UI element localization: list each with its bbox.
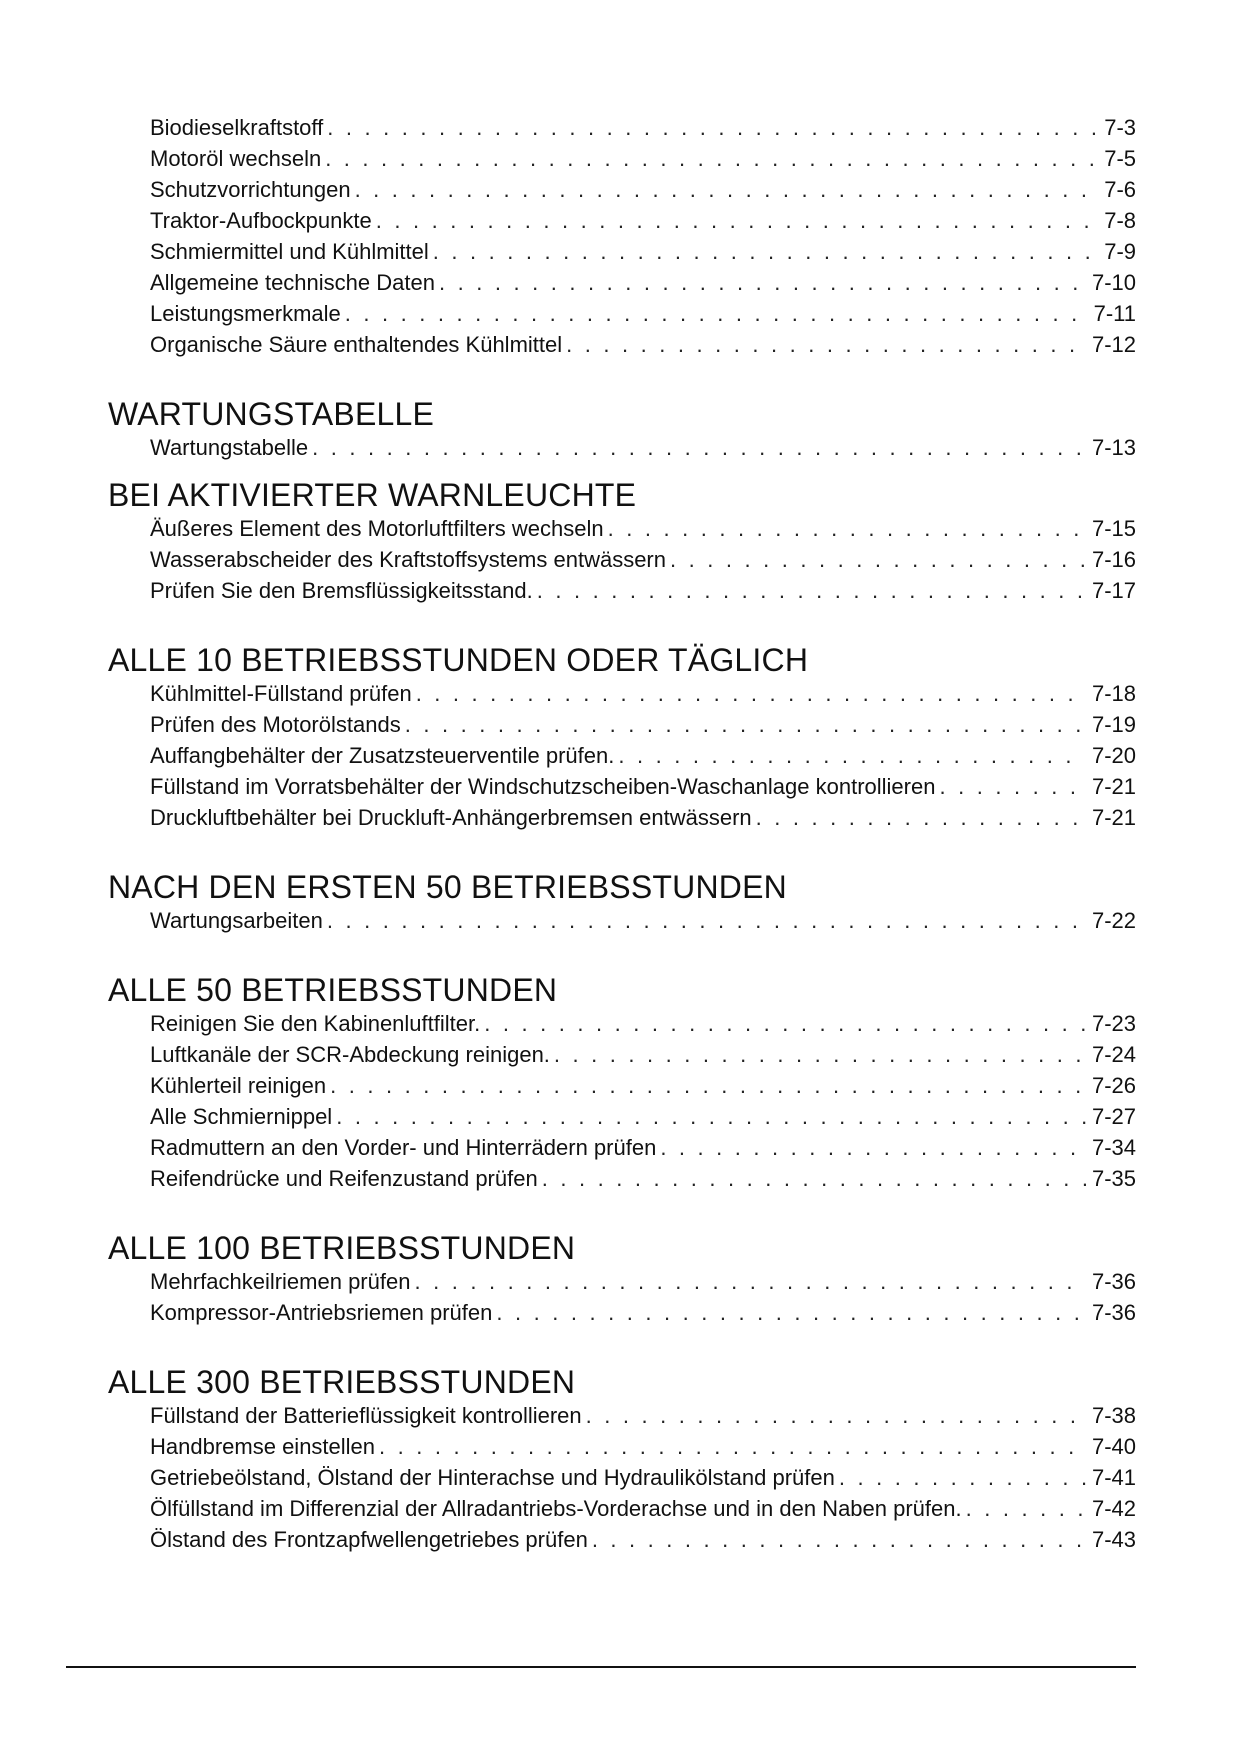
section-spacer [108,1194,1136,1230]
dot-leader [618,740,1086,771]
toc-entry-page-number: 7-17 [1091,578,1136,603]
section-spacer [108,463,1136,477]
toc-entry[interactable] [108,678,1136,709]
toc-entry-page-number: 7-3 [1104,115,1136,140]
dot-leader [376,205,1098,236]
toc-entry[interactable] [108,802,1136,833]
dot-leader [496,1297,1086,1328]
section-entry-list [108,678,1136,833]
toc-entry[interactable] [108,1462,1136,1493]
toc-entry[interactable] [108,112,1136,143]
section-heading[interactable]: ALLE 100 BETRIEBSSTUNDEN [108,1230,576,1266]
toc-section [108,396,1136,463]
section-entry-list [108,432,1136,463]
toc-entry-label: Leistungsmerkmale [150,301,341,326]
toc-entry-label: Reinigen Sie den Kabinenluftfilter. [150,1011,481,1036]
toc-entry-label: Druckluftbehälter bei Druckluft-Anhängerbremsen entwässern [150,805,752,830]
toc-entry-page-number: 7-20 [1091,743,1136,768]
toc-entry-label: Prüfen Sie den Bremsflüssigkeitsstand. [150,578,533,603]
toc-entry-label: Prüfen des Motorölstands [150,712,401,737]
toc-entry-page-number: 7-23 [1091,1011,1136,1036]
dot-leader [839,1462,1086,1493]
dot-leader [336,1101,1086,1132]
toc-entry-label: Ölstand des Frontzapfwellengetriebes prüfen [150,1527,588,1552]
toc-entry-page-number: 7-11 [1093,301,1136,326]
dot-leader [379,1431,1086,1462]
section-spacer [108,606,1136,642]
dot-leader [345,298,1088,329]
toc-entry[interactable] [108,298,1136,329]
dot-leader [433,236,1098,267]
toc-entry-label: Äußeres Element des Motorluftfilters wechseln [150,516,604,541]
toc-entry[interactable] [108,544,1136,575]
toc-section [108,869,1136,936]
toc-entry[interactable] [108,236,1136,267]
toc-entry-label: Biodieselkraftstoff [150,115,324,140]
toc-entry-page-number: 7-18 [1091,681,1136,706]
toc-entry-label: Kompressor-Antriebsriemen prüfen [150,1300,493,1325]
toc-entry-page-number: 7-26 [1091,1073,1136,1098]
toc-entry[interactable] [108,432,1136,463]
toc-entry[interactable] [108,174,1136,205]
toc-entry[interactable] [108,267,1136,298]
toc-entry-label: Motoröl wechseln [150,146,322,171]
toc-entry[interactable] [108,771,1136,802]
toc-entry[interactable] [108,513,1136,544]
toc-entry-page-number: 7-27 [1091,1104,1136,1129]
toc-entry[interactable] [108,1070,1136,1101]
section-spacer [108,360,1136,396]
toc-entry-page-number: 7-16 [1091,547,1136,572]
dot-leader [670,544,1086,575]
toc-entry[interactable] [108,1008,1136,1039]
toc-entry-label: Getriebeölstand, Ölstand der Hinterachse und Hydraulikölstand prüfen [150,1465,835,1490]
toc-entry-label: Ölfüllstand im Differenzial der Allradantriebs-Vorderachse und in den Naben prüfen. [150,1496,962,1521]
section-heading[interactable]: WARTUNGSTABELLE [108,396,435,432]
section-heading[interactable]: ALLE 10 BETRIEBSSTUNDEN ODER TÄGLICH [108,642,809,678]
toc-entry-page-number: 7-13 [1091,435,1136,460]
toc-entry-label: Kühlerteil reinigen [150,1073,327,1098]
toc-entry-label: Wartungstabelle [150,435,309,460]
toc-entry-page-number: 7-38 [1091,1403,1136,1428]
dot-leader [756,802,1086,833]
toc-entry-label: Füllstand im Vorratsbehälter der Windschutzscheiben-Waschanlage kontrollieren [150,774,936,799]
toc-entry[interactable] [108,575,1136,606]
toc-entry-label: Alle Schmiernippel [150,1104,333,1129]
toc-entry-page-number: 7-21 [1091,774,1136,799]
toc-entry-label: Traktor-Aufbockpunkte [150,208,372,233]
toc-entry-page-number: 7-24 [1091,1042,1136,1067]
dot-leader [966,1493,1086,1524]
section-entry-list [108,1266,1136,1328]
toc-entry[interactable] [108,1524,1136,1555]
dot-leader [325,143,1098,174]
toc-entry-label: Wasserabscheider des Kraftstoffsystems entwässern [150,547,666,572]
toc-entry-page-number: 7-5 [1104,146,1136,171]
toc-entry[interactable] [108,1039,1136,1070]
dot-leader [608,513,1086,544]
dot-leader [939,771,1085,802]
table-of-contents [108,112,1136,1555]
dot-leader [566,329,1086,360]
toc-entry[interactable] [108,329,1136,360]
toc-entry[interactable] [108,1266,1136,1297]
toc-entry-label: Wartungsarbeiten [150,908,323,933]
section-spacer [108,1328,1136,1364]
toc-entry-page-number: 7-43 [1091,1527,1136,1552]
dot-leader [405,709,1086,740]
intro-entry-list [108,112,1136,360]
section-heading[interactable]: NACH DEN ERSTEN 50 BETRIEBSSTUNDEN [108,869,787,905]
toc-entry[interactable] [108,1400,1136,1431]
toc-section [108,972,1136,1194]
dot-leader [416,678,1086,709]
toc-entry-page-number: 7-12 [1091,332,1136,357]
dot-leader [586,1400,1086,1431]
toc-entry[interactable] [108,1297,1136,1328]
toc-entry-page-number: 7-36 [1091,1269,1136,1294]
toc-entry-label: Radmuttern an den Vorder- und Hinterrädern prüfen [150,1135,657,1160]
footer-rule [66,1666,1136,1668]
dot-leader [355,174,1099,205]
toc-entry[interactable] [108,905,1136,936]
toc-entry[interactable] [108,1132,1136,1163]
section-entry-list [108,905,1136,936]
dot-leader [312,432,1086,463]
toc-entry[interactable] [108,1493,1136,1524]
toc-entry-page-number: 7-21 [1091,805,1136,830]
toc-entry-label: Reifendrücke und Reifenzustand prüfen [150,1166,538,1191]
dot-leader [327,905,1086,936]
toc-entry-page-number: 7-42 [1091,1496,1136,1521]
toc-entry-page-number: 7-35 [1091,1166,1136,1191]
section-heading[interactable]: ALLE 50 BETRIEBSSTUNDEN [108,972,558,1008]
section-spacer [108,833,1136,869]
section-entry-list [108,1008,1136,1194]
dot-leader [439,267,1086,298]
toc-entry[interactable] [108,740,1136,771]
toc-entry-label: Handbremse einstellen [150,1434,376,1459]
toc-entry[interactable] [108,1101,1136,1132]
toc-entry-label: Mehrfachkeilriemen prüfen [150,1269,411,1294]
toc-entry[interactable] [108,143,1136,174]
toc-entry-page-number: 7-40 [1091,1434,1136,1459]
dot-leader [592,1524,1086,1555]
toc-entry-page-number: 7-36 [1091,1300,1136,1325]
section-spacer [108,936,1136,972]
section-heading[interactable]: ALLE 300 BETRIEBSSTUNDEN [108,1364,576,1400]
dot-leader [660,1132,1086,1163]
sections-container [108,360,1136,1555]
toc-section [108,642,1136,833]
toc-entry-label: Schutzvorrichtungen [150,177,351,202]
toc-entry-page-number: 7-19 [1091,712,1136,737]
toc-entry-label: Schmiermittel und Kühlmittel [150,239,429,264]
toc-entry-page-number: 7-34 [1091,1135,1136,1160]
dot-leader [554,1039,1086,1070]
toc-entry-page-number: 7-6 [1104,177,1136,202]
section-heading[interactable]: BEI AKTIVIERTER WARNLEUCHTE [108,477,637,513]
toc-entry-label: Auffangbehälter der Zusatzsteuerventile prüfen. [150,743,615,768]
toc-entry-label: Luftkanäle der SCR-Abdeckung reinigen. [150,1042,550,1067]
dot-leader [327,112,1098,143]
dot-leader [330,1070,1086,1101]
dot-leader [542,1163,1086,1194]
toc-entry-label: Organische Säure enthaltendes Kühlmittel [150,332,563,357]
toc-entry-label: Allgemeine technische Daten [150,270,435,295]
toc-entry-page-number: 7-8 [1104,208,1136,233]
toc-entry-label: Füllstand der Batterieflüssigkeit kontrollieren [150,1403,582,1428]
toc-section [108,1364,1136,1555]
toc-entry-label: Kühlmittel-Füllstand prüfen [150,681,412,706]
toc-entry-page-number: 7-41 [1091,1465,1136,1490]
toc-entry[interactable] [108,709,1136,740]
toc-entry[interactable] [108,205,1136,236]
section-entry-list [108,513,1136,606]
toc-entry-page-number: 7-9 [1104,239,1136,264]
dot-leader [414,1266,1085,1297]
toc-entry-page-number: 7-10 [1091,270,1136,295]
section-entry-list [108,1400,1136,1555]
toc-entry-page-number: 7-22 [1091,908,1136,933]
toc-entry[interactable] [108,1163,1136,1194]
toc-section [108,1230,1136,1328]
toc-section [108,477,1136,606]
toc-entry-page-number: 7-15 [1091,516,1136,541]
dot-leader [537,575,1086,606]
toc-entry[interactable] [108,1431,1136,1462]
dot-leader [484,1008,1086,1039]
